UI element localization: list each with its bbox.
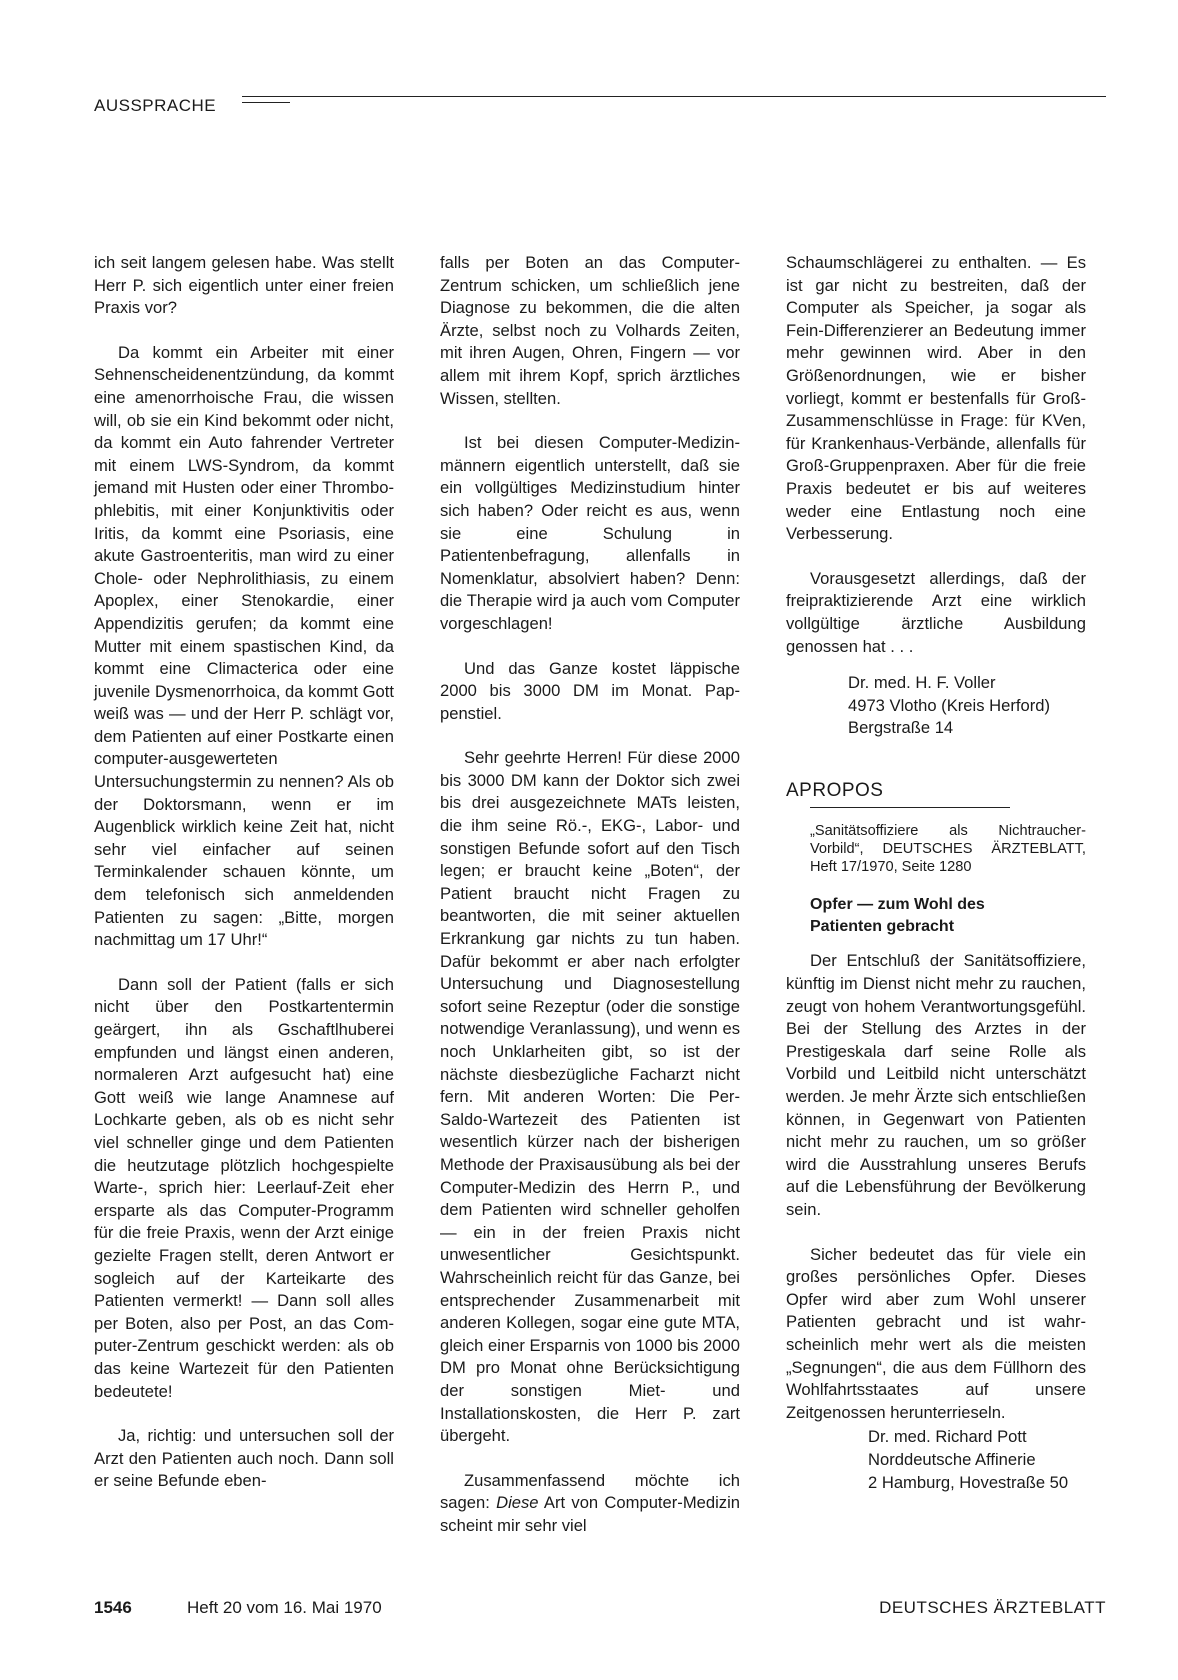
paragraph: Der Entschluß der Sanitätsoffiziere, künftig im Dienst nicht mehr zu rauchen, zeugt von hohem Verantwortungsgefühl. Bei der Stellung des Arztes in der Prestigeskala darf seine Rolle als Vorbild und Leitbild nicht unterschätzt werden. Je mehr Ärzte sich entschließen können, in Gegenwart von Patienten nicht mehr zu rauchen, um so größer wird die Ausstrahlung unseres Berufs auf die Lebensführung der Bevölkerung sein.: [786, 951, 1086, 1219]
column-2: [440, 252, 740, 1537]
letter-signature: [786, 672, 1086, 740]
signature-street: Bergstraße 14: [848, 718, 954, 738]
paragraph: [440, 1470, 740, 1538]
header-rule: [242, 96, 1106, 97]
apropos-signature: [786, 1426, 1086, 1494]
apropos-rule: [810, 807, 1010, 808]
page-header: [94, 92, 1106, 122]
signature-city: 4973 Vlotho (Kreis Herford): [848, 695, 1050, 715]
emphasis: Diese: [496, 1493, 539, 1513]
issue-info: Heft 20 vom 16. Mai 1970: [187, 1598, 382, 1617]
paragraph: Schaumschlägerei zu enthalten. — Es ist gar nicht zu bestreiten, daß der Computer als Speicher, ja sogar als Fein-Differenzierer an Bedeutung immer mehr gewinnen wird. Aber in den Größenordnungen, wie er bisher vorliegt, kommt er bestenfalls für Groß-Zusammenschlüsse in Frage: für KVen, für Krankenhaus-Verbände, allenfalls für Groß-Gruppenpraxen. Aber für die freie Praxis bedeutet er bis auf weiteres weder eine Entlastung noch eine Verbesserung.: [786, 253, 1086, 544]
paragraph: Ja, richtig: und untersuchen soll der Arzt den Patienten auch noch. Dann soll er seine Befunde eben-: [94, 1426, 394, 1491]
paragraph: Ist bei diesen Computer-Medizinmännern eigentlich unterstellt, daß sie ein vollgültiges Medizinstudium hinter sich haben? Oder reicht es aus, wenn sie eine Schulung in Patientenbefragung, allenfalls in Nomenklatur, absolviert haben? Denn: die Therapie wird ja auch vom Computer vorgeschlagen!: [440, 433, 740, 633]
signature-city: 2 Hamburg, Hovestraße 50: [868, 1472, 1069, 1492]
paragraph: falls per Boten an das Computer-Zentrum schicken, um schließlich jene Diagnose zu bekommen, die die alten Ärzte, selbst noch zu Volhards Zeiten, mit ihren Augen, Ohren, Fingern — vor allem mit ihrem Kopf, sprich ärztliches Wissen, stellten.: [440, 253, 740, 408]
apropos-title-line: Opfer — zum Wohl des: [810, 896, 985, 914]
text-run: Zusammenfassend möchte ich sagen:: [440, 1470, 740, 1513]
page-number: 1546: [94, 1598, 132, 1617]
signature-org: Norddeutsche Affinerie: [868, 1449, 1036, 1469]
signature-name: Dr. med. H. F. Voller: [848, 673, 996, 693]
paragraph: ich seit langem gelesen habe. Was stellt Herr P. sich eigentlich unter einer freien Praxis vor?: [94, 253, 394, 318]
paragraph: Sehr geehrte Herren! Für diese 2000 bis 3000 DM kann der Doktor sich zwei bis drei ausgezeichnete MATs leisten, die ihm seine Rö.-, EKG-, Labor- und sonstigen Befunde sofort auf den Tisch legen; er braucht keine „Boten“, der Patient braucht nicht Fragen zu beantworten, die mit seiner aktuellen Erkrankung gar nichts zu tun haben. Dafür bekommt er aber nach erfolgter Untersuchung und Diagnosestellung sofort seine Rezeptur (oder die sonstige notwendige Veranlassung), und wenn es noch Unklarheiten gibt, so ist der nächste diesbezügliche Facharzt nicht fern. Mit anderen Worten: Die Per-Saldo-Wartezeit des Patienten ist wesentlich kürzer nach der bisherigen Methode der Praxisausübung als bei der Computer-Medizin des Herrn P., und dem Patienten wird schneller geholfen — ein in der freien Praxis nicht unwesentlicher Gesichtspunkt. Wahrscheinlich reicht für das Ganze, bei entsprechender Zusammenarbeit mit anderen Kollegen, sogar eine gute MTA, gleich einer Ersparnis von 1000 bis 2000 DM pro Monat ohne Berücksichtigung der sonstigen Miet- und Installationskosten, die Herr P. zart übergeht.: [440, 748, 740, 1446]
header-rule-accent: [242, 102, 290, 103]
journal-name: DEUTSCHES ÄRZTEBLATT: [879, 1598, 1106, 1617]
paragraph: Da kommt ein Arbeiter mit einer Sehnenscheidenentzündung, da kommt eine amenorrhoische Frau, die wissen will, ob sie ein Kind bekommt oder nicht, da kommt ein Auto fahrender Vertreter mit einem LWS-Syndrom, da kommt jemand mit Husten oder einer Thrombophlebitis, mit einer Konjunktivitis oder Iritis, da kommt eine Psoriasis, eine akute Gastroenteritis, man wird zu einer Chole- oder Nephrolithiasis, zu einem Apoplex, einer Stenokardie, einer Appendizitis gerufen; da kommt eine Mutter mit einem spastischen Kind, da kommt eine Climacterica oder eine juvenile Dysmenorrhoica, da kommt Gott weiß was — und der Herr P. schlägt vor, dem Patienten auf einer Postkarte einen computer-ausgewerteten Untersuchungstermin zu nennen? Als ob der Doktorsmann, wenn er im Augenblick wirklich keine Zeit hat, nicht sehr viel einfacher auf seinen Terminkalender schauen könnte, um dem telefonisch sich anmeldenden Patienten zu sagen: „Bitte, morgen nachmittag um 17 Uhr!“: [94, 342, 394, 950]
text-run: Art von Computer-Medizin scheint mir sehr viel: [440, 1493, 740, 1535]
column-1: [94, 252, 394, 1493]
paragraph: Vorausgesetzt allerdings, daß der freipraktizierende Arzt eine wirklich vollgültige ärztliche Ausbildung genossen hat . . .: [786, 568, 1086, 656]
apropos-heading: APROPOS: [786, 779, 884, 801]
paragraph: Sicher bedeutet das für viele ein großes persönliches Opfer. Dieses Opfer wird aber zum Wohl unserer Patienten gebracht und ist wahrscheinlich mehr wert als die meisten „Segnungen“, die aus dem Füllhorn des Wohlfahrtsstaates auf unsere Zeitgenossen herunterrieseln.: [786, 1244, 1086, 1422]
apropos-citation: „Sanitätsoffiziere als Nichtraucher-Vorbild“, DEUTSCHES ÄRZTEBLATT, Heft 17/1970, Seite 1280: [810, 823, 1086, 876]
column-3: [786, 252, 1086, 1494]
section-label: AUSSPRACHE: [94, 96, 217, 115]
paragraph: Dann soll der Patient (falls er sich nicht über den Postkartentermin geärgert, ihn als Gschaftlhuberei empfunden und längst einen anderen, normaleren Arzt aufgesucht hat) eine Gott weiß wie lange Anamnese auf Lochkarte geben, als ob es nicht sehr viel schneller ginge und dem Patienten die heutzutage plötzlich hochgespielte Warte-, sprich hier: Leerlauf-Zeit eher ersparte als das Computer-Programm für die freie Praxis, wenn der Arzt einige gezielte Fragen stellt, deren Antwort er sogleich auf der Karteikarte des Patienten vermerkt! — Dann soll alles per Boten, also per Post, an das Computer-Zentrum geschickt werden: als ob das keine Wartezeit für den Patienten bedeutete!: [94, 974, 394, 1401]
apropos-title-line: Patienten gebracht: [810, 918, 955, 936]
apropos-title: [786, 894, 1086, 938]
paragraph: Und das Ganze kostet läppische 2000 bis 3000 DM im Monat. Pappenstiel.: [440, 658, 740, 723]
signature-name: Dr. med. Richard Pott: [868, 1427, 1027, 1447]
